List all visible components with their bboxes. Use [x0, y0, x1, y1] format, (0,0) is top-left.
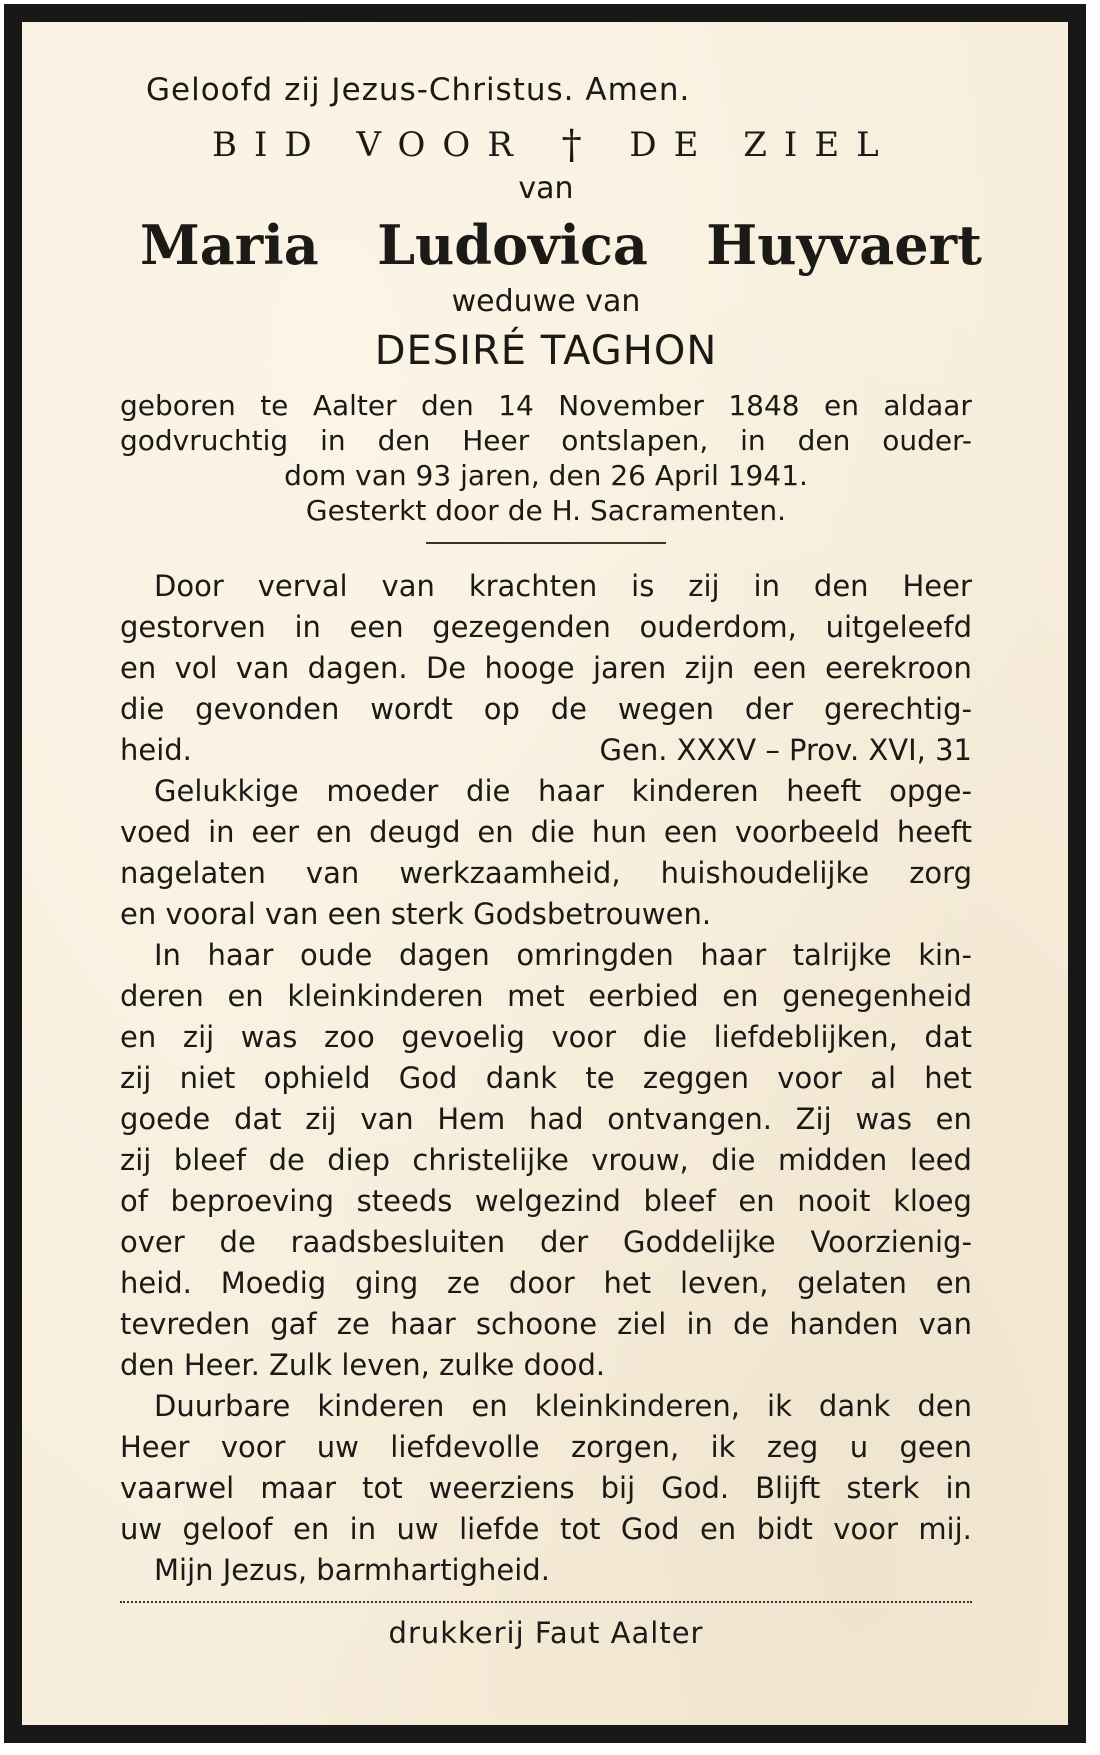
word: bleef [173, 1143, 247, 1177]
word: midden [777, 1143, 888, 1177]
word: bidt [756, 1512, 813, 1546]
memorial-card [4, 4, 1086, 1743]
word: ouder- [882, 424, 972, 457]
word: voor [220, 1430, 286, 1464]
word: kleinkinderen, [534, 1389, 740, 1423]
text-line [120, 976, 972, 1017]
word: zoo [324, 1020, 375, 1054]
word: gestorven [120, 610, 266, 644]
word: ontslapen, [561, 424, 709, 457]
word: die [466, 774, 511, 808]
word: en [738, 1184, 775, 1218]
word: den [377, 424, 431, 457]
word: leed [909, 1143, 972, 1177]
prayer-heading-right: DE ZIEL [629, 125, 896, 165]
word: schoone [475, 1307, 598, 1341]
word: dat [924, 1020, 972, 1054]
word: November [558, 389, 704, 422]
word: den [797, 424, 851, 457]
text-line [120, 648, 972, 689]
word: ze [447, 1266, 481, 1300]
text-line [120, 1345, 972, 1386]
name-last: Huyvaert [706, 213, 982, 277]
word: eer [251, 815, 300, 849]
word: raadsbesluiten [290, 1225, 506, 1259]
word: ophield [263, 1061, 371, 1095]
word: Duurbare [154, 1389, 291, 1423]
word: zorgen, [570, 1430, 680, 1464]
word: die [530, 815, 575, 849]
text-line [120, 1304, 972, 1345]
word: geboren [120, 389, 236, 422]
word: geen [899, 1430, 972, 1464]
word: uw [120, 1512, 163, 1546]
word: uw [316, 1430, 359, 1464]
word: hooge [484, 651, 575, 685]
word: over [120, 1225, 185, 1259]
memorial-text [120, 566, 972, 1591]
word: in [208, 815, 235, 849]
word: wegen [617, 692, 715, 726]
word: de [550, 692, 587, 726]
word: ontvangen. [607, 1102, 772, 1136]
word: had [528, 1102, 584, 1136]
word: nagelaten [120, 856, 266, 890]
word: beproeving [170, 1184, 335, 1218]
word: tot [559, 1512, 601, 1546]
word: vol [174, 651, 218, 685]
word: Heer [120, 1430, 190, 1464]
word: van [360, 1102, 414, 1136]
word: en [120, 1020, 157, 1054]
word: haar [207, 938, 274, 972]
text-line [120, 1099, 972, 1140]
word: der [744, 692, 794, 726]
closing-prayer-line [120, 1550, 972, 1591]
word: zijn [684, 651, 735, 685]
word: Hem [437, 1102, 506, 1136]
word: is [631, 569, 655, 603]
word: gaf [270, 1307, 317, 1341]
word: gevoelig [401, 1020, 525, 1054]
word: in [945, 1471, 972, 1505]
word: tevreden [120, 1307, 251, 1341]
life-details-line [120, 458, 972, 493]
word: oude [299, 938, 373, 972]
word: die [120, 692, 165, 726]
word: God. [661, 1471, 730, 1505]
word: 14 [498, 389, 534, 422]
word: den [813, 569, 869, 603]
invocation: Geloofd zij Jezus-Christus. Amen. [146, 72, 691, 108]
name-middle: Ludovica [377, 213, 648, 277]
word: ik [710, 1430, 736, 1464]
word: Goddelijke [622, 1225, 776, 1259]
word: en [471, 1389, 508, 1423]
word: kloeg [893, 1184, 972, 1218]
word: gevonden [195, 692, 340, 726]
word: kinderen [631, 774, 759, 808]
text-line [120, 894, 972, 935]
word: een [349, 610, 404, 644]
word: Door [154, 569, 224, 603]
word: aldaar [883, 389, 972, 422]
word: niet [179, 1061, 236, 1095]
word: den [917, 1389, 972, 1423]
word: sterk [846, 1471, 920, 1505]
word: kleinkinderen [287, 979, 484, 1013]
word: 1848 [728, 389, 800, 422]
word: heid. [120, 1266, 192, 1300]
word: dat [233, 1102, 282, 1136]
word: zorg [909, 856, 972, 890]
word: Blijft [755, 1471, 821, 1505]
word: tot [362, 1471, 403, 1505]
word: in [320, 424, 346, 457]
word: bij [600, 1471, 636, 1505]
word: ging [354, 1266, 419, 1300]
prayer-heading [212, 122, 972, 168]
word: Heer [902, 569, 972, 603]
word: die [642, 1020, 687, 1054]
text-line [120, 1263, 972, 1304]
text-line [120, 607, 972, 648]
word: de [268, 1143, 305, 1177]
word: haar [389, 1307, 456, 1341]
word: in [294, 610, 321, 644]
text-line [120, 1509, 972, 1550]
word: was [240, 1020, 298, 1054]
word: der [539, 1225, 589, 1259]
word: met [507, 979, 565, 1013]
word: talrijke [792, 938, 892, 972]
word: een [663, 815, 718, 849]
word: maar [260, 1471, 337, 1505]
word: en [935, 1102, 972, 1136]
text-line [120, 1386, 972, 1427]
word: in [753, 569, 780, 603]
word: christelijke [412, 1143, 569, 1177]
divider-line [426, 542, 666, 544]
word: den [421, 389, 474, 422]
word: goede [120, 1102, 211, 1136]
word: en [315, 815, 353, 849]
word: van [918, 1307, 972, 1341]
word: en [935, 1266, 972, 1300]
scripture-line [120, 730, 972, 771]
word: het [924, 1061, 972, 1095]
word: weerziens [428, 1471, 575, 1505]
word: heeft [786, 774, 862, 808]
word: eerbied [588, 979, 699, 1013]
word: haar [700, 938, 767, 972]
word: zij [305, 1102, 337, 1136]
word: dagen [398, 938, 490, 972]
word: godvruchtig [120, 424, 289, 457]
husband-name: DESIRÉ TAGHON [374, 328, 718, 374]
word: leven, [679, 1266, 769, 1300]
word: zij [688, 569, 720, 603]
word: ze [336, 1307, 370, 1341]
word: gelaten [797, 1266, 907, 1300]
word: Gelukkige [154, 774, 299, 808]
word: en [477, 815, 514, 849]
word: krachten [468, 569, 598, 603]
word: dom van 93 jaren, den 26 April 1941. [284, 459, 808, 492]
word: het [603, 1266, 652, 1300]
word: De [425, 651, 467, 685]
word: ziel [617, 1307, 667, 1341]
word: haar [538, 774, 604, 808]
word: in [686, 1307, 713, 1341]
text-line [120, 1427, 972, 1468]
word: genegenheid [782, 979, 972, 1013]
word: liefdevolle [390, 1430, 540, 1464]
word: hun [591, 815, 647, 849]
word: omringden [516, 938, 674, 972]
word: Voorzienig- [810, 1225, 972, 1259]
word: al [870, 1061, 896, 1095]
name-first: Maria [140, 213, 319, 277]
word: diep [327, 1143, 390, 1177]
word: zeggen [642, 1061, 749, 1095]
word: Heer [462, 424, 530, 457]
van-label: van [518, 171, 574, 206]
widow-of-label: weduwe van [451, 284, 641, 319]
word: vrouw, [591, 1143, 689, 1177]
text-line [120, 1058, 972, 1099]
text-line [120, 812, 972, 853]
text-line [120, 689, 972, 730]
word: en [227, 979, 264, 1013]
word: kinderen [317, 1389, 445, 1423]
word: God [398, 1061, 458, 1095]
word: huishoudelijke [660, 856, 870, 890]
word: Aalter [312, 389, 397, 422]
card-paper [22, 22, 1068, 1725]
life-details [120, 388, 972, 528]
word: opge- [889, 774, 972, 808]
word: God [620, 1512, 680, 1546]
word: in [740, 424, 766, 457]
text-line [120, 566, 972, 607]
word: zij [120, 1061, 152, 1095]
word: dagen. [307, 651, 408, 685]
text-line [120, 853, 972, 894]
word: In [154, 938, 181, 972]
word: nooit [797, 1184, 871, 1218]
word: in [349, 1512, 377, 1546]
word: dank [818, 1389, 891, 1423]
word: was [855, 1102, 912, 1136]
word: op [483, 692, 520, 726]
word: zeg [766, 1430, 819, 1464]
word: eerekroon [825, 651, 972, 685]
word: vaarwel [120, 1471, 235, 1505]
word: liefdeblijken, [713, 1020, 898, 1054]
word: zij [182, 1020, 215, 1054]
closing-prayer: Mijn Jezus, barmhartigheid. [154, 1553, 550, 1587]
dotted-divider [120, 1601, 972, 1603]
word: van [305, 856, 360, 890]
word: heeft [896, 815, 972, 849]
word: kin- [918, 938, 972, 972]
text-line-end: den Heer. Zulk leven, zulke dood. [120, 1348, 606, 1382]
text-line [120, 771, 972, 812]
cross-icon: † [561, 122, 582, 168]
word: jaren [592, 651, 667, 685]
prayer-heading-left: BID VOOR [212, 125, 530, 165]
life-details-line [120, 388, 972, 423]
word: of [120, 1184, 148, 1218]
word: gerechtig- [823, 692, 972, 726]
word: de [219, 1225, 256, 1259]
word: mij. [918, 1512, 972, 1546]
word: van [381, 569, 435, 603]
word: en [120, 651, 157, 685]
word: Gesterkt door de H. Sacramenten. [305, 494, 787, 527]
word: zij [120, 1143, 152, 1177]
word: van [235, 651, 290, 685]
text-line-end: en vooral van een sterk Godsbetrouwen. [120, 897, 712, 931]
printer-credit: drukkerij Faut Aalter [388, 1616, 704, 1650]
word: verval [257, 569, 348, 603]
word: ouderdom, [639, 610, 797, 644]
text-line [120, 935, 972, 976]
word: te [260, 389, 289, 422]
text-line [120, 1140, 972, 1181]
deceased-name [140, 208, 982, 282]
word: voed [120, 815, 192, 849]
word: en [293, 1512, 330, 1546]
text-line [120, 1017, 972, 1058]
word: werkzaamheid, [399, 856, 621, 890]
word: welgezind [474, 1184, 621, 1218]
word: liefde [459, 1512, 540, 1546]
word: een [752, 651, 807, 685]
word: te [585, 1061, 615, 1095]
word: dank [485, 1061, 558, 1095]
text-line-end: heid. [120, 733, 192, 767]
text-line [120, 1181, 972, 1222]
word: handen [789, 1307, 899, 1341]
word: de [733, 1307, 770, 1341]
word: u [849, 1430, 869, 1464]
word: uw [396, 1512, 439, 1546]
word: voor [777, 1061, 842, 1095]
text-line [120, 1468, 972, 1509]
word: en [823, 389, 859, 422]
word: moeder [326, 774, 439, 808]
word: Zij [795, 1102, 832, 1136]
word: Moedig [220, 1266, 327, 1300]
word: uitgeleefd [825, 610, 972, 644]
life-details-line [120, 423, 972, 458]
word: voor [551, 1020, 617, 1054]
word: geloof [182, 1512, 273, 1546]
text-line [120, 1222, 972, 1263]
word: gezegenden [432, 610, 611, 644]
word: door [508, 1266, 575, 1300]
scripture-reference: Gen. XXXV – Prov. XVI, 31 [599, 733, 972, 767]
word: en [699, 1512, 737, 1546]
word: die [711, 1143, 756, 1177]
sacraments-line [120, 493, 972, 528]
word: deugd [369, 815, 461, 849]
word: deren [120, 979, 204, 1013]
word: voor [833, 1512, 898, 1546]
word: bleef [643, 1184, 716, 1218]
word: voorbeeld [734, 815, 880, 849]
word: en [722, 979, 759, 1013]
word: ik [767, 1389, 792, 1423]
word: steeds [356, 1184, 453, 1218]
word: wordt [370, 692, 453, 726]
